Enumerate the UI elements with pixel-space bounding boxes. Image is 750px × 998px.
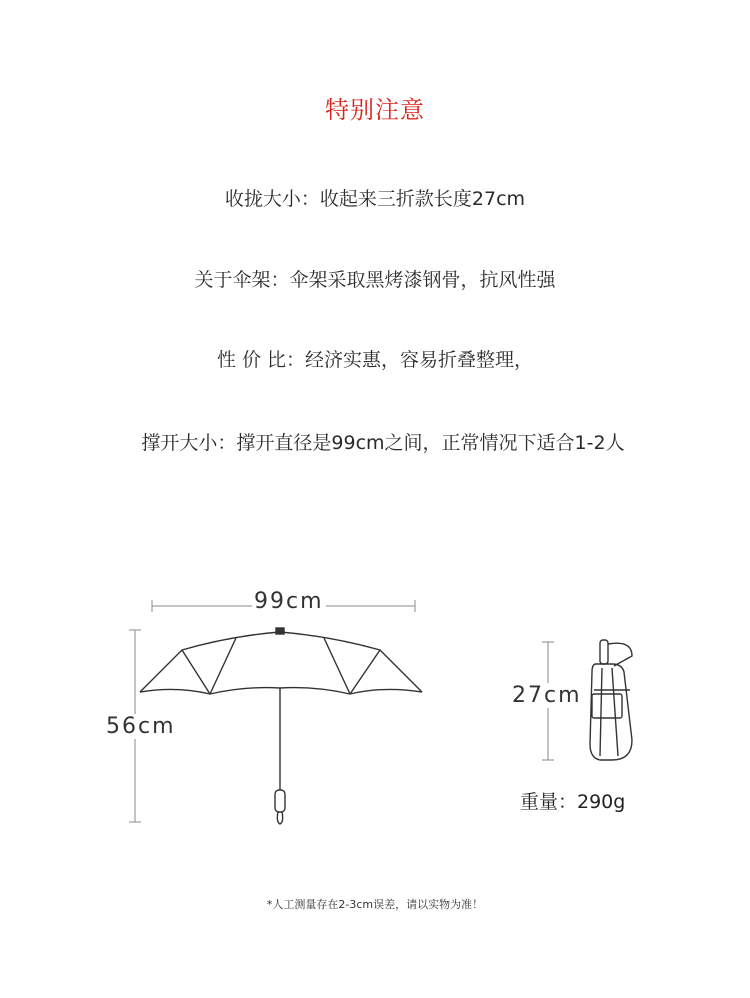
folded-umbrella-icon [590,640,632,760]
spec-frame: 关于伞架：伞架采取黑烤漆钢骨，抗风性强 [194,269,556,291]
measurement-footnote: *人工测量存在2-3cm误差，请以实物为准！ [266,898,484,911]
open-umbrella-icon [140,628,422,824]
spec-open-size: 撑开大小：撑开直径是99cm之间，正常情况下适合1-2人 [141,432,625,454]
spec-folded-size: 收拢大小：收起来三折款长度27cm [224,188,526,210]
open-width-label: 99cm [254,589,324,614]
weight-label: 重量：290g [520,791,626,813]
page-title: 特别注意 [325,96,425,124]
open-height-label: 56cm [106,714,176,739]
folded-length-label: 27cm [512,683,582,708]
spec-value: 性 价 比：经济实惠，容易折叠整理， [216,349,534,371]
